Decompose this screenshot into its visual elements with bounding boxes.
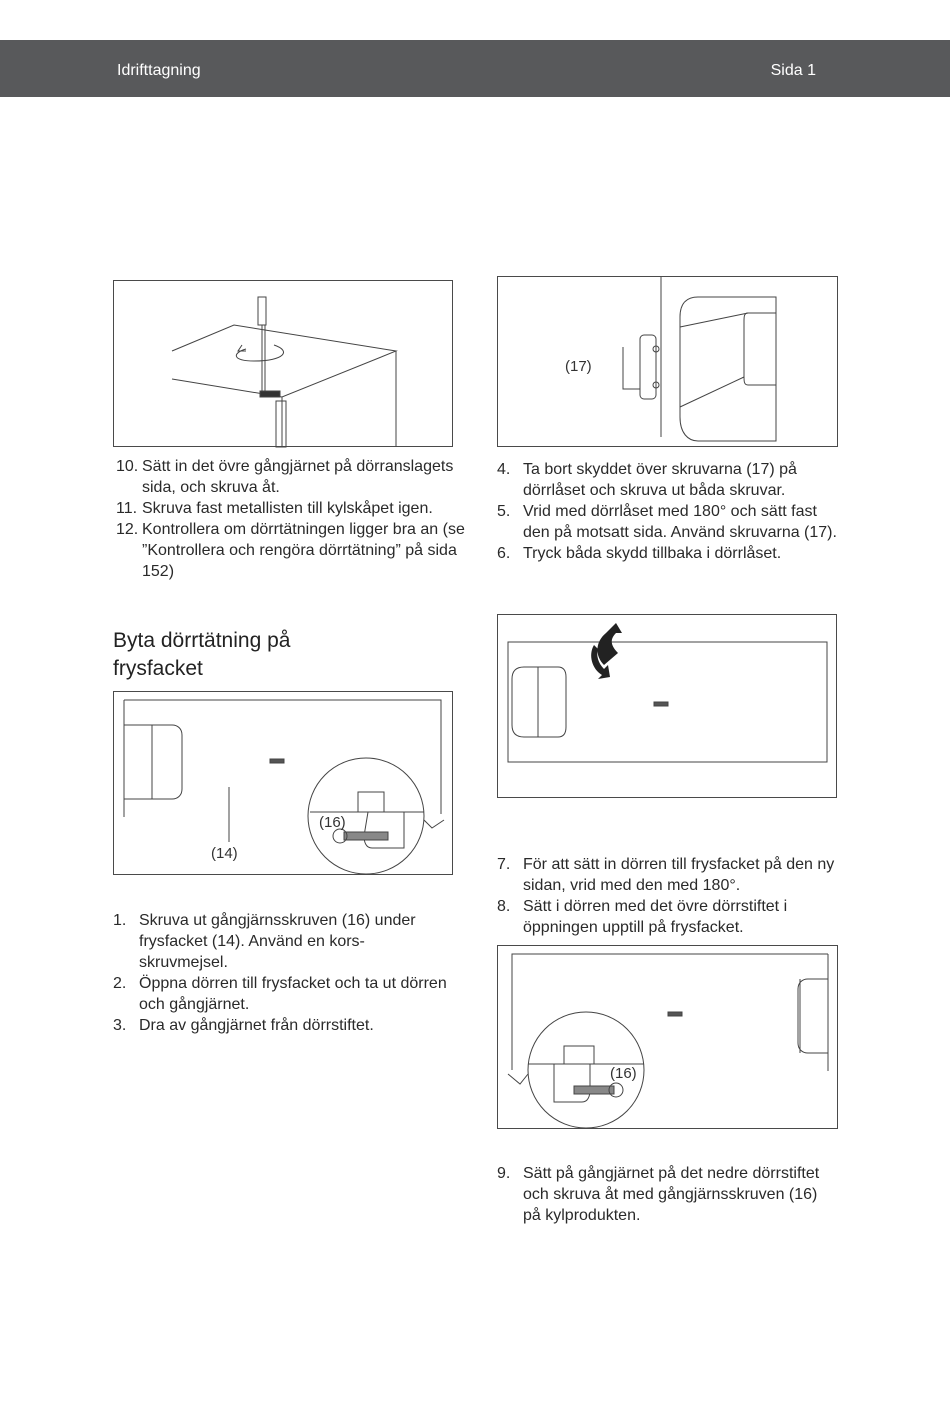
- list-item: 3. Dra av gångjärnet från dörrstiftet.: [113, 1017, 374, 1034]
- steps-hinge-top: [116, 456, 466, 582]
- list-item: 7. För att sätt in dörren till frysfacket på den ny sidan, vrid med den med 180°.: [497, 856, 835, 894]
- figure-freezer-rotate: [497, 614, 837, 798]
- steps-freezer-insert: [497, 854, 837, 938]
- page-header: [0, 40, 950, 97]
- list-item: 1. Skruva ut gångjärnsskruven (16) under frysfacket (14). Använd en kors-skruvmejsel.: [113, 912, 416, 971]
- list-item: 12. Kontrollera om dörrtätningen ligger bra an (se ”Kontrollera och rengöra dörrtätning” på sida 152): [116, 521, 465, 580]
- hinge-top-illustration: [114, 281, 454, 448]
- label-17: (17): [565, 358, 592, 375]
- page-number: Sida 1: [770, 62, 816, 79]
- list-item: 10. Sätt in det övre gångjärnet på dörranslagets sida, och skruva åt.: [116, 458, 454, 496]
- steps-lock: [497, 459, 837, 564]
- freezer-remove-illustration: [114, 692, 454, 876]
- label-16: (16): [610, 1065, 637, 1082]
- figure-freezer-insert: [497, 945, 838, 1129]
- steps-hinge-bottom: [497, 1163, 837, 1226]
- list-item: 6. Tryck båda skydd tillbaka i dörrlåset.: [497, 545, 782, 562]
- figure-lock-cover: [497, 276, 838, 447]
- list-item: 4. Ta bort skyddet över skruvarna (17) på dörrlåset och skruva ut båda skruvar.: [497, 461, 797, 499]
- section-name: Idrifttagning: [117, 62, 201, 79]
- figure-freezer-remove: [113, 691, 453, 875]
- list-item: 8. Sätt i dörren med det övre dörrstiftet i öppningen upptill på frysfacket.: [497, 898, 788, 936]
- list-item: 5. Vrid med dörrlåset med 180° och sätt fast den på motsatt sida. Använd skruvarna (17).: [497, 503, 837, 541]
- figure-hinge-top: [113, 280, 453, 447]
- section-title: Byta dörrtätning på frysfacket: [113, 629, 291, 680]
- list-item: 9. Sätt på gångjärnet på det nedre dörrstiftet och skruva åt med gångjärnsskruven (16) på kylprodukten.: [497, 1165, 820, 1224]
- label-14: (14): [211, 845, 238, 862]
- list-item: 2. Öppna dörren till frysfacket och ta ut dörren och gångjärnet.: [113, 975, 447, 1013]
- list-item: 11. Skruva fast metallisten till kylskåpet igen.: [116, 500, 433, 517]
- freezer-rotate-illustration: [498, 615, 838, 799]
- lock-cover-illustration: [498, 277, 839, 448]
- freezer-insert-illustration: [498, 946, 839, 1130]
- label-16: (16): [319, 814, 346, 831]
- steps-freezer-remove: [113, 910, 453, 1036]
